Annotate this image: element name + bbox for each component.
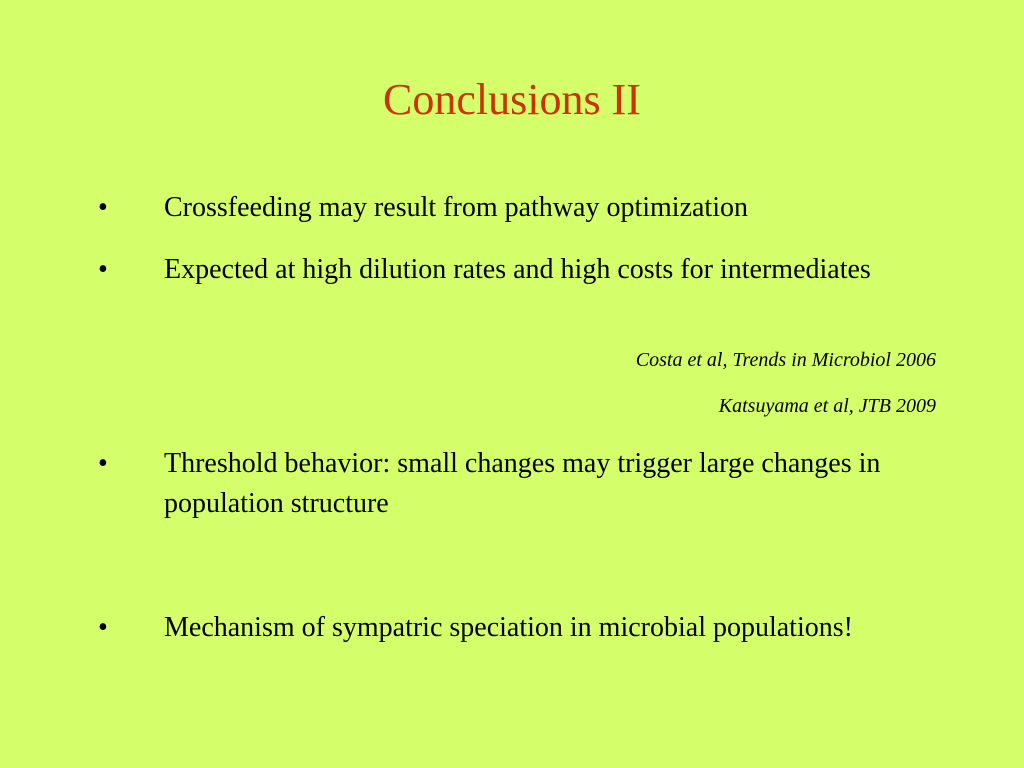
bullet-text: Mechanism of sympatric speciation in microbial populations! [164,612,853,643]
bullet-marker: • [98,254,108,285]
citation-costa: Costa et al, Trends in Microbiol 2006 [635,349,936,371]
citation-katsuyama: Katsuyama et al, JTB 2009 [718,395,936,417]
bullet-text: Threshold behavior: small changes may trigger large changes in population structure [164,448,881,519]
bullet-text: Expected at high dilution rates and high costs for intermediates [164,254,871,285]
bullet-marker: • [98,448,108,479]
slide-title: Conclusions II [383,75,641,124]
bullet-marker: • [98,612,108,643]
bullet-text: Crossfeeding may result from pathway optimization [164,192,748,223]
bullet-marker: • [98,192,108,223]
